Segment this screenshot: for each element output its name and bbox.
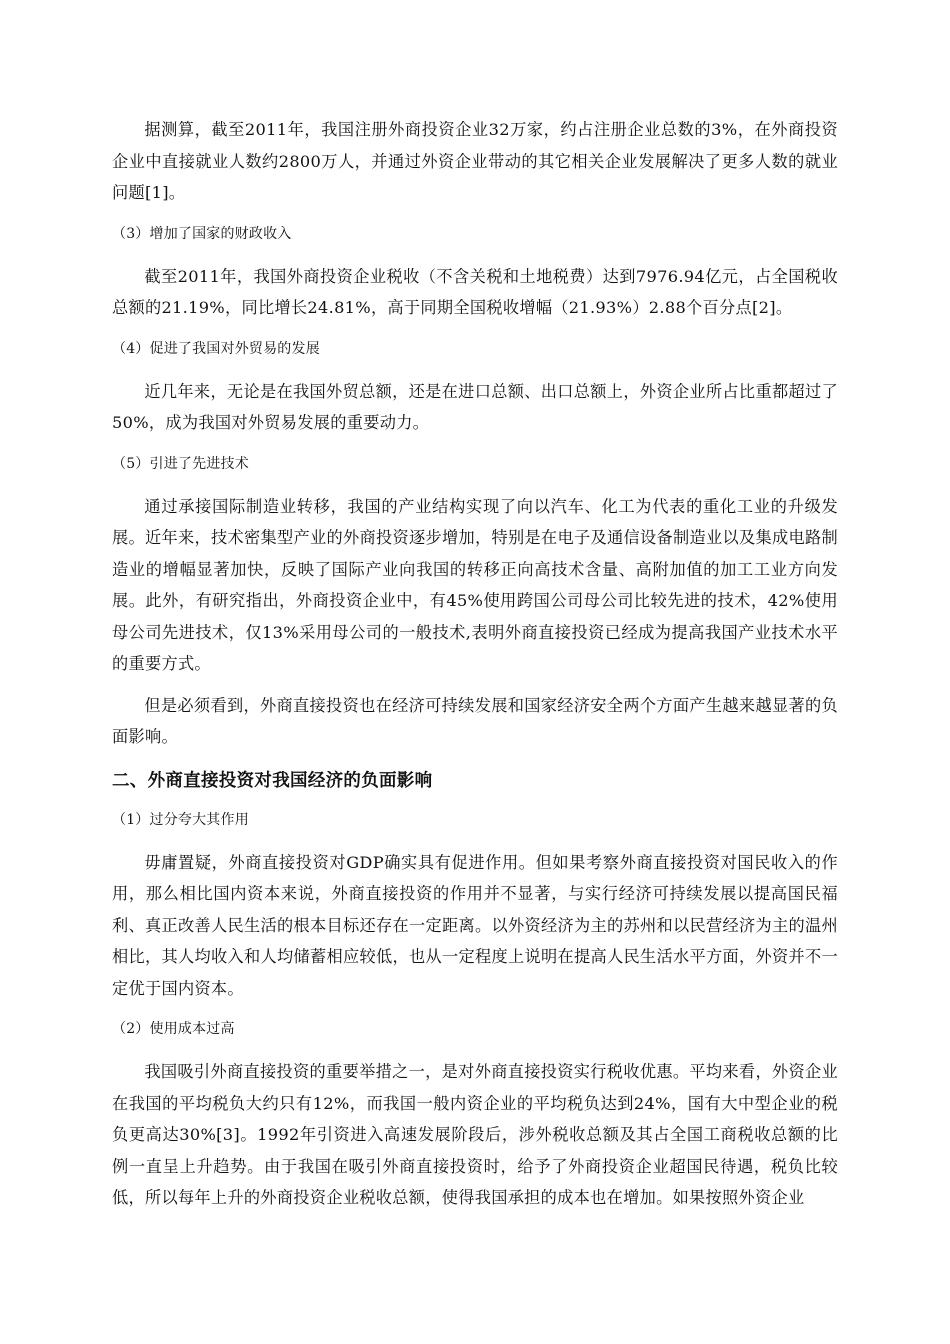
subheading-foreign-trade: （4）促进了我国对外贸易的发展 (112, 340, 320, 357)
subheading-advanced-technology: （5）引进了先进技术 (112, 455, 249, 472)
paragraph-foreign-trade: 近几年来，无论是在我国外贸总额，还是在进口总额、出口总额上，外资企业所占比重都超过了50%，成为我国对外贸易发展的重要动力。 (112, 381, 838, 432)
paragraph-tax-revenue: 截至2011年，我国外商投资企业税收（不含关税和土地税费）达到7976.94亿元，占全国税收总额的21.19%，同比增长24.81%，高于同期全国税收增幅（21.93%）2.88个百分点[2]。 (112, 266, 838, 317)
paragraph-advanced-technology: 通过承接国际制造业转移，我国的产业结构实现了向以汽车、化工为代表的重化工业的升级发展。近年来，技术密集型产业的外商投资逐步增加，特别是在电子及通信设备制造业以及集成电路制造业的增幅显著加快，反映了国际产业向我国的转移正向高技术含量、高附加值的加工工业方向发展。此外，有研究指出，外商投资企业中，有45%使用跨国公司母公司比较先进的技术，42%使用母公司先进技术，仅13%采用母公司的一般技术,表明外商直接投资已经成为提高我国产业技术水平的重要方式。 (112, 496, 838, 673)
document-page (112, 114, 838, 1224)
subheading-overstated-role: （1）过分夸大其作用 (112, 811, 249, 828)
paragraph-negative-transition: 但是必须看到，外商直接投资也在经济可持续发展和国家经济安全两个方面产生越来越显著的负面影响。 (112, 695, 838, 746)
subheading-fiscal-revenue: （3）增加了国家的财政收入 (112, 225, 292, 242)
section-title-negative-effects: 二、外商直接投资对我国经济的负面影响 (112, 770, 433, 791)
paragraph-overstated-role: 毋庸置疑，外商直接投资对GDP确实具有促进作用。但如果考察外商直接投资对国民收入的作用，那么相比国内资本来说，外商直接投资的作用并不显著，与实行经济可持续发展以提高国民福利、真正改善人民生活的根本目标还存在一定距离。以外资经济为主的苏州和以民营经济为主的温州相比，其人均收入和人均储蓄相应较低，也从一定程度上说明在提高人民生活水平方面，外资并不一定优于国内资本。 (112, 852, 838, 998)
subheading-high-cost: （2）使用成本过高 (112, 1021, 235, 1037)
paragraph-employment: 据测算，截至2011年，我国注册外商投资企业32万家，约占注册企业总数的3%，在外商投资企业中直接就业人数约2800万人，并通过外资企业带动的其它相关企业发展解决了更多人数的就业问题[1]。 (112, 120, 838, 202)
paragraph-high-cost: 我国吸引外商直接投资的重要举措之一，是对外商直接投资实行税收优惠。平均来看，外资企业在我国的平均税负大约只有12%，而我国一般内资企业的平均税负达到24%，国有大中型企业的税负更高达30%[3]。1992年引资进入高速发展阶段后，涉外税收总额及其占全国工商税收总额的比例一直呈上升趋势。由于我国在吸引外商直接投资时，给予了外商投资企业超国民待遇，税负比较低，所以每年上升的外商投资企业税收总额，使得我国承担的成本也在增加。如果按照外资企业 (112, 1062, 838, 1207)
